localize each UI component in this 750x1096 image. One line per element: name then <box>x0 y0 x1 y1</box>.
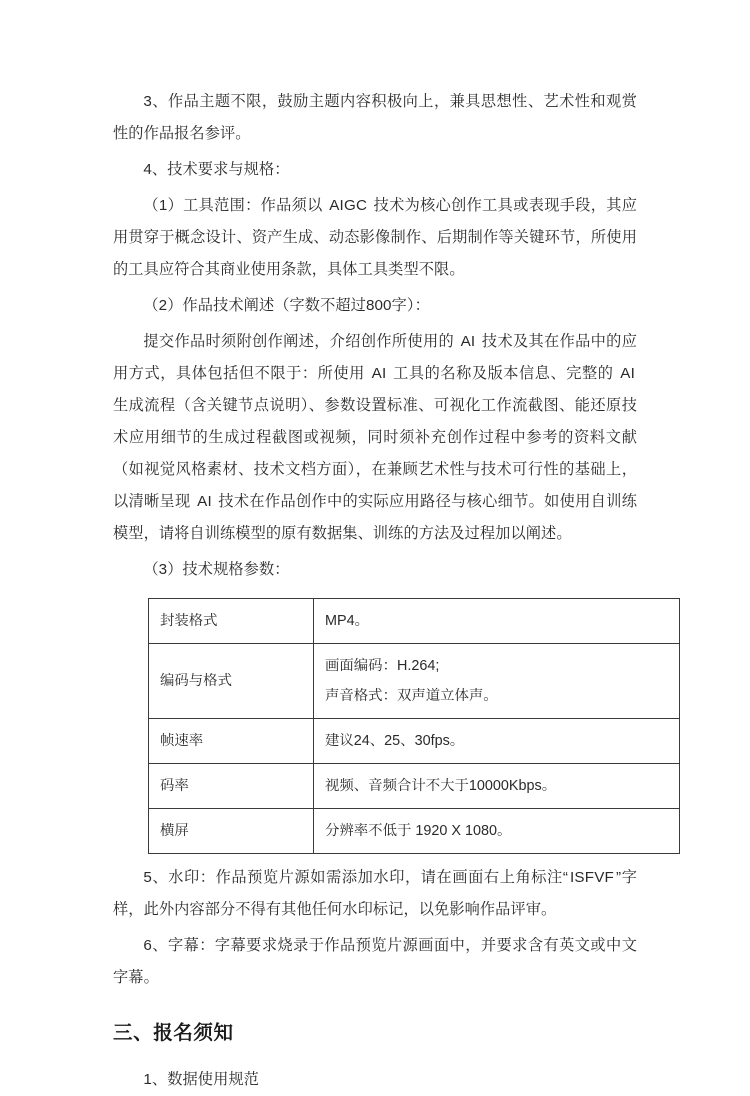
table-cell-value-line2: 声音格式：双声道立体声。 <box>325 688 498 704</box>
paragraph-item-1-data-usage: 1、数据使用规范 <box>143 1071 259 1088</box>
paragraph-item-6-subtitle: 6、字幕：字幕要求烧录于作品预览片源画面中，并要求含有英文或中文字幕。 <box>113 937 637 986</box>
paragraph-item-4-1-tool-scope: （1）工具范围：作品须以 AIGC 技术为核心创作工具或表现手段，其应用贯穿于概念设计、资产生成、动态影像制作、后期制作等关键环节，所使用的工具应符合其商业使用条款，具体工具类型不限。 <box>113 197 637 278</box>
page-content <box>113 0 637 1096</box>
paragraph-item-4-2-tech-statement: （2）作品技术阐述（字数不超过800字）： <box>143 297 430 314</box>
table-row <box>149 719 680 764</box>
paragraph-item-4-3-spec-params: （3）技术规格参数： <box>143 561 290 578</box>
table-cell-key: 编码与格式 <box>149 644 314 719</box>
table-cell-value-line1: 画面编码：H.264; <box>325 658 440 674</box>
table-row <box>149 809 680 854</box>
table-cell-value <box>314 719 680 764</box>
technical-spec-table <box>148 598 680 854</box>
table-row <box>149 764 680 809</box>
table-cell-value <box>314 599 680 644</box>
section-heading-registration-notice: 三、报名须知 <box>113 1022 234 1044</box>
table-cell-key: 封装格式 <box>149 599 314 644</box>
table-cell-value <box>314 764 680 809</box>
table-cell-key: 横屏 <box>149 809 314 854</box>
table-cell-value-line1: 建议24、25、30fps。 <box>325 733 465 749</box>
table-cell-value-line1: MP4。 <box>325 613 369 629</box>
table-cell-value <box>314 644 680 719</box>
paragraph-item-5-watermark: 5、水印：作品预览片源如需添加水印，请在画面右上角标注“ ISFVF ”字样，此外内容部分不得有其他任何水印标记，以免影响作品评审。 <box>113 869 637 918</box>
table-cell-key: 帧速率 <box>149 719 314 764</box>
table-cell-value-line1: 视频、音频合计不大于10000Kbps。 <box>325 778 557 794</box>
table-cell-key: 码率 <box>149 764 314 809</box>
table-row <box>149 644 680 719</box>
paragraph-tech-statement-body: 提交作品时须附创作阐述，介绍创作所使用的 AI 技术及其在作品中的应用方式，具体包括但不限于：所使用 AI 工具的名称及版本信息、完整的 AI 生成流程（含关键节点说明）、参数设置标准、可视化工作流截图、能还原技术应用细节的生成过程截图或视频，同时须补充创作过程中参考的资料文献（如视觉风格素材、技术文档方面），在兼顾艺术性与技术可行性的基础上，以清晰呈现 AI 技术在作品创作中的实际应用路径与核心细节。如使用自训练模型，请将自训练模型的原有数据集、训练的方法及过程加以阐述。 <box>113 333 637 542</box>
table-row <box>149 599 680 644</box>
paragraph-item-3-theme: 3、作品主题不限，鼓励主题内容积极向上，兼具思想性、艺术性和观赏性的作品报名参评。 <box>113 93 637 142</box>
paragraph-item-4-tech-requirements: 4、技术要求与规格： <box>143 161 290 178</box>
table-cell-value <box>314 809 680 854</box>
table-cell-value-line1: 分辨率不低于 1920 X 1080。 <box>325 823 512 839</box>
